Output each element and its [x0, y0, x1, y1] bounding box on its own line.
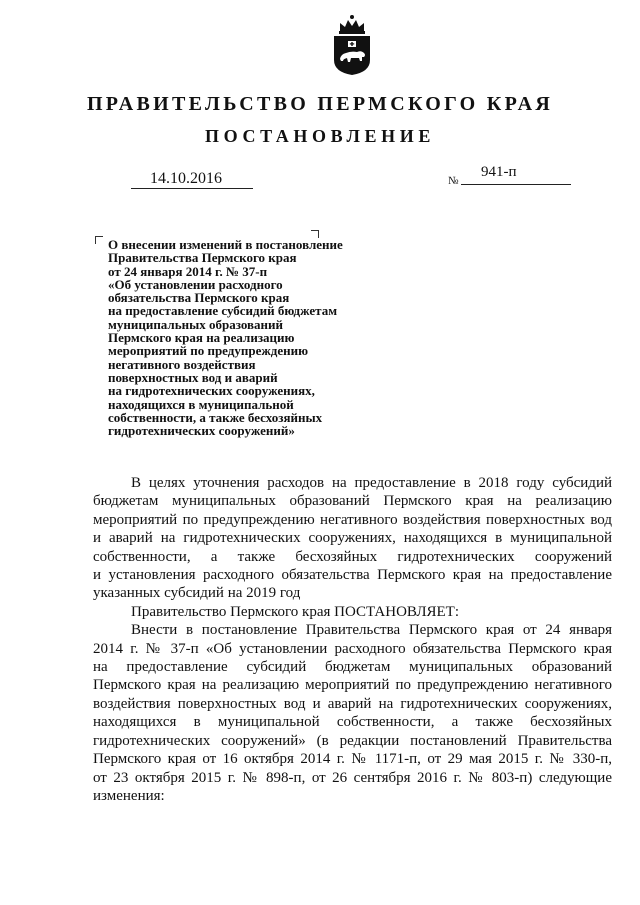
- preamble-line: и установления расходного обязательства Пермского края на предоставление: [93, 567, 612, 584]
- date-underline: [131, 188, 253, 189]
- number-underline: [461, 184, 571, 185]
- amendment-line: Внести в постановление Правительства Пермского края от 24 января: [131, 622, 612, 639]
- preamble-line: собственности, а также бесхозяйных гидротехнических сооружений: [93, 548, 612, 565]
- subject-line: муниципальных образований: [108, 316, 284, 332]
- subject-line: поверхностных вод и аварий: [108, 369, 278, 385]
- amendment-line: на предоставление субсидий бюджетам муниципальных образований: [93, 659, 612, 676]
- preamble-line: бюджетам муниципальных образований Пермского края на реализацию: [93, 493, 612, 510]
- subject-line: О внесении изменений в постановление: [108, 237, 343, 252]
- amendment-line: 2014 г. № 37-п «Об установлении расходного обязательства Пермского края: [93, 640, 612, 657]
- gospel-cross-icon: [348, 41, 356, 47]
- coat-of-arms-emblem: [331, 14, 373, 76]
- government-title: ПРАВИТЕЛЬСТВО ПЕРМСКОГО КРАЯ: [86, 93, 554, 115]
- document-number: 941-п: [481, 164, 517, 180]
- subject-line: «Об установлении расходного: [108, 276, 283, 292]
- number-label: №: [448, 175, 459, 187]
- subject-line: собственности, а также бесхозяйных: [108, 409, 323, 425]
- decree-statement: Правительство Пермского края ПОСТАНОВЛЯЕТ:: [131, 603, 460, 620]
- subject-line: Правительства Пермского края: [108, 250, 297, 266]
- subject-line: мероприятий по предупреждению: [108, 343, 309, 359]
- amendment-line: находящихся в муниципальной собственности, а также бесхозяйных: [93, 714, 612, 731]
- amendment-line: Пермского края на реализацию мероприятий по предупреждению негативного: [93, 677, 612, 694]
- subject-line: на гидротехнических сооружениях,: [108, 383, 315, 399]
- subject-block: [108, 238, 408, 437]
- document-date: 14.10.2016: [150, 170, 222, 187]
- preamble-line: В целях уточнения расходов на предоставление в 2018 году субсидий: [131, 475, 612, 491]
- subject-line: от 24 января 2014 г. № 37-п: [108, 263, 268, 279]
- document-body: [93, 474, 612, 805]
- amendment-line: от 23 октября 2015 г. № 898-п, от 26 сентября 2016 г. № 803-п) следующие: [93, 769, 612, 786]
- preamble-line: и аварий на гидротехнических сооружениях, находящихся в муниципальной: [93, 530, 612, 547]
- amendment-line: изменения:: [93, 787, 165, 804]
- subject-line: гидротехнических сооружений»: [108, 423, 295, 439]
- amendment-line: Пермского края от 16 октября 2014 г. № 1171-п, от 29 мая 2015 г. № 330-п,: [93, 751, 612, 768]
- amendment-line: гидротехнических сооружений» (в редакции постановлений Правительства: [93, 732, 612, 749]
- subject-line: обязательства Пермского края: [108, 290, 290, 306]
- preamble-line: мероприятий по предупреждению негативного воздействия поверхностных вод: [93, 511, 612, 528]
- preamble-line: указанных субсидий на 2019 год: [93, 585, 301, 602]
- subject-line: на предоставление субсидий бюджетам: [108, 303, 338, 319]
- subject-line: негативного воздействия: [108, 356, 256, 372]
- subject-corner-mark-left: [95, 236, 103, 244]
- document-type: ПОСТАНОВЛЕНИЕ: [205, 126, 435, 146]
- subject-line: находящихся в муниципальной: [108, 396, 294, 412]
- subject-line: Пермского края на реализацию: [108, 330, 295, 346]
- amendment-line: воздействия поверхностных вод и аварий на гидротехнических сооружениях,: [93, 695, 612, 712]
- crown-icon: [339, 15, 365, 34]
